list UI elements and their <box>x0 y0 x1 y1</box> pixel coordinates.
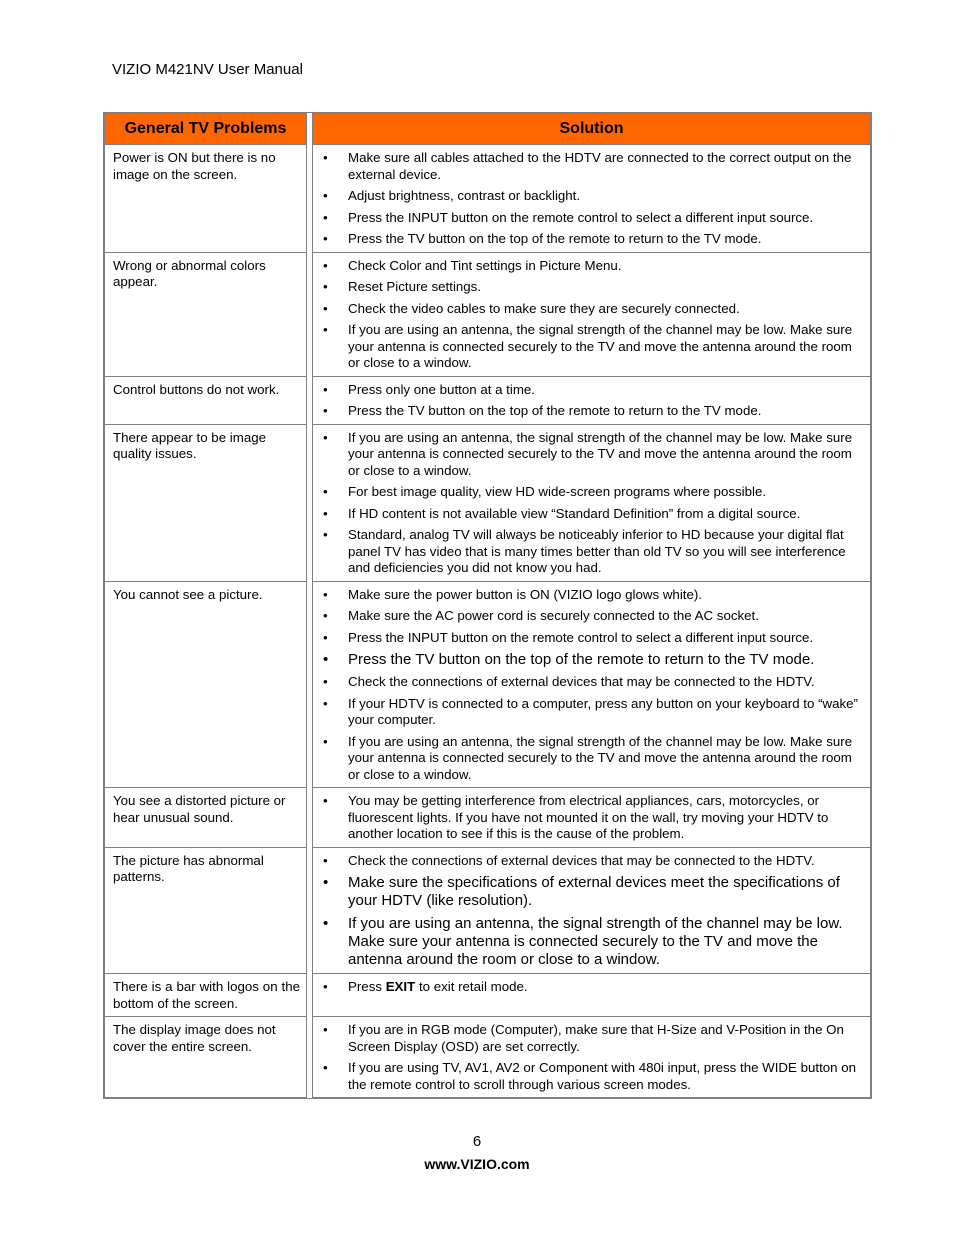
bullet-icon: • <box>323 608 328 623</box>
solution-text: If you are in RGB mode (Computer), make sure that H-Size and V-Position in the On Screen Display (OSD) are set correctly. <box>348 1022 844 1054</box>
list-item <box>319 210 862 227</box>
solution-text: Press the TV button on the top of the remote to return to the TV mode. <box>348 651 815 668</box>
list-item <box>319 231 862 248</box>
list-item <box>319 979 862 996</box>
problem-cell: Control buttons do not work. <box>104 377 307 425</box>
list-item <box>319 915 862 969</box>
solution-cell <box>312 253 871 377</box>
solution-text-bold: EXIT <box>385 979 416 994</box>
problem-cell: There appear to be image quality issues. <box>104 425 307 582</box>
page-number: 6 <box>472 1133 482 1150</box>
bullet-icon: • <box>323 257 328 273</box>
list-item <box>319 853 862 870</box>
solution-list <box>319 382 862 420</box>
solution-text: If you are using TV, AV1, AV2 or Component with 480i input, press the WIDE button on the remote control to scroll through various screen modes. <box>348 1060 857 1092</box>
table-row <box>104 1017 871 1098</box>
solution-cell <box>312 974 871 1017</box>
table-row <box>104 848 871 975</box>
bullet-icon: • <box>323 586 328 602</box>
solution-text: Check Color and Tint settings in Picture Menu. <box>348 257 622 273</box>
solution-text: Press the INPUT button on the remote control to select a different input source. <box>348 209 814 225</box>
solution-list <box>319 1022 862 1093</box>
bullet-icon: • <box>323 695 328 711</box>
list-item <box>319 484 862 501</box>
table-body <box>104 145 871 1098</box>
solution-text: Make sure the power button is ON (VIZIO logo glows white). <box>348 586 702 602</box>
table-row <box>104 788 871 848</box>
solution-text: Make sure the AC power cord is securely connected to the AC socket. <box>348 608 759 623</box>
list-item <box>319 527 862 577</box>
list-item <box>319 608 862 625</box>
solution-list <box>319 979 862 996</box>
list-item <box>319 630 862 647</box>
list-item <box>319 258 862 275</box>
solution-list <box>319 587 862 784</box>
problem-cell: There is a bar with logos on the bottom of the screen. <box>104 974 307 1017</box>
solution-text: Press the TV button on the top of the remote to return to the TV mode. <box>348 403 762 418</box>
list-item <box>319 651 862 669</box>
solution-text: Press <box>348 979 386 994</box>
solution-text: Check the video cables to make sure they are securely connected. <box>348 300 740 316</box>
list-item <box>319 587 862 604</box>
bullet-icon: • <box>323 915 329 932</box>
solution-cell <box>312 145 871 253</box>
solution-list <box>319 150 862 248</box>
list-item <box>319 734 862 784</box>
solution-text: For best image quality, view HD wide-screen programs where possible. <box>348 484 767 499</box>
solution-text: If your HDTV is connected to a computer, press any button on your keyboard to “wake” your computer. <box>348 695 858 727</box>
solution-list <box>319 430 862 577</box>
bullet-icon: • <box>323 733 328 749</box>
bullet-icon: • <box>323 322 328 337</box>
bullet-icon: • <box>323 484 328 499</box>
bullet-icon: • <box>323 505 328 521</box>
list-item <box>319 430 862 480</box>
bullet-icon: • <box>323 674 328 689</box>
bullet-icon: • <box>323 188 328 203</box>
bullet-icon: • <box>323 1060 328 1075</box>
bullet-icon: • <box>323 150 328 165</box>
list-item <box>319 403 862 420</box>
list-item <box>319 382 862 399</box>
troubleshooting-table <box>103 112 872 1099</box>
list-item <box>319 674 862 691</box>
bullet-icon: • <box>323 527 328 542</box>
solution-text: If HD content is not available view “Standard Definition” from a digital source. <box>348 505 801 521</box>
table-row <box>104 974 871 1017</box>
solution-text: Make sure the specifications of external devices meet the specifications of your HDTV (like resolution). <box>348 874 840 909</box>
solution-text: Make sure all cables attached to the HDTV are connected to the correct output on the external device. <box>348 150 852 182</box>
document-title: VIZIO M421NV User Manual <box>112 61 303 78</box>
problem-cell: Power is ON but there is no image on the screen. <box>104 145 307 253</box>
solution-cell <box>312 425 871 582</box>
solution-text: Reset Picture settings. <box>348 279 482 294</box>
list-item <box>319 874 862 910</box>
solution-cell <box>312 377 871 425</box>
bullet-icon: • <box>323 209 328 225</box>
bullet-icon: • <box>323 381 328 397</box>
solution-list <box>319 793 862 843</box>
list-item <box>319 506 862 523</box>
solution-cell <box>312 848 871 975</box>
table-row <box>104 145 871 253</box>
solution-text: Check the connections of external devices that may be connected to the HDTV. <box>348 674 815 689</box>
problem-cell: The picture has abnormal patterns. <box>104 848 307 975</box>
problem-cell: You cannot see a picture. <box>104 582 307 789</box>
problem-cell: The display image does not cover the entire screen. <box>104 1017 307 1098</box>
bullet-icon: • <box>323 279 328 294</box>
column-header-problems: General TV Problems <box>104 113 307 145</box>
solution-text: You may be getting interference from electrical appliances, cars, motorcycles, or fluorescent lights. If you have not mounted it on the wall, try moving your HDTV to another location to see if this is the cause of the problem. <box>348 793 829 841</box>
solution-cell <box>312 1017 871 1098</box>
column-header-solution: Solution <box>312 113 871 145</box>
solution-text: Adjust brightness, contrast or backlight. <box>348 188 581 203</box>
list-item <box>319 322 862 372</box>
solution-text: Press only one button at a time. <box>348 381 536 397</box>
solution-list <box>319 853 862 970</box>
table-row <box>104 425 871 582</box>
problem-cell: You see a distorted picture or hear unusual sound. <box>104 788 307 848</box>
table-row <box>104 582 871 789</box>
bullet-icon: • <box>323 651 329 668</box>
list-item <box>319 1060 862 1093</box>
bullet-icon: • <box>323 793 328 808</box>
solution-text: to exit retail mode. <box>415 979 528 994</box>
problem-cell: Wrong or abnormal colors appear. <box>104 253 307 377</box>
list-item <box>319 793 862 843</box>
solution-text: If you are using an antenna, the signal strength of the channel may be low. Make sure your antenna is connected securely to the TV and move the antenna around the room or close to a window. <box>348 915 843 968</box>
solution-text: If you are using an antenna, the signal strength of the channel may be low. Make sure your antenna is connected securely to the TV and move the antenna around the room or close to a window. <box>348 429 853 478</box>
solution-text: Press the INPUT button on the remote control to select a different input source. <box>348 629 814 645</box>
bullet-icon: • <box>323 852 328 868</box>
bullet-icon: • <box>323 979 328 994</box>
solution-cell <box>312 582 871 789</box>
solution-text: If you are using an antenna, the signal strength of the channel may be low. Make sure your antenna is connected securely to the TV and move the antenna around the room or close to a window. <box>348 322 853 370</box>
list-item <box>319 150 862 183</box>
table-header-row <box>104 113 871 145</box>
bullet-icon: • <box>323 429 328 445</box>
bullet-icon: • <box>323 300 328 316</box>
bullet-icon: • <box>323 629 328 645</box>
list-item <box>319 188 862 205</box>
table-row <box>104 377 871 425</box>
bullet-icon: • <box>323 874 329 891</box>
solution-list <box>319 258 862 372</box>
footer-url: www.VIZIO.com <box>424 1156 530 1172</box>
list-item <box>319 1022 862 1055</box>
bullet-icon: • <box>323 1022 328 1037</box>
bullet-icon: • <box>323 231 328 246</box>
solution-text: Check the connections of external devices that may be connected to the HDTV. <box>348 852 815 868</box>
table-row <box>104 253 871 377</box>
list-item <box>319 696 862 729</box>
solution-text: If you are using an antenna, the signal strength of the channel may be low. Make sure your antenna is connected securely to the TV and move the antenna around the room or close to a window. <box>348 733 853 782</box>
list-item <box>319 279 862 296</box>
solution-text: Press the TV button on the top of the remote to return to the TV mode. <box>348 231 762 246</box>
list-item <box>319 301 862 318</box>
bullet-icon: • <box>323 403 328 418</box>
solution-text: Standard, analog TV will always be noticeably inferior to HD because your digital flat panel TV has video that is many times better than old TV so you will see interference and deficiencies you did not know you had. <box>348 527 846 575</box>
solution-cell <box>312 788 871 848</box>
